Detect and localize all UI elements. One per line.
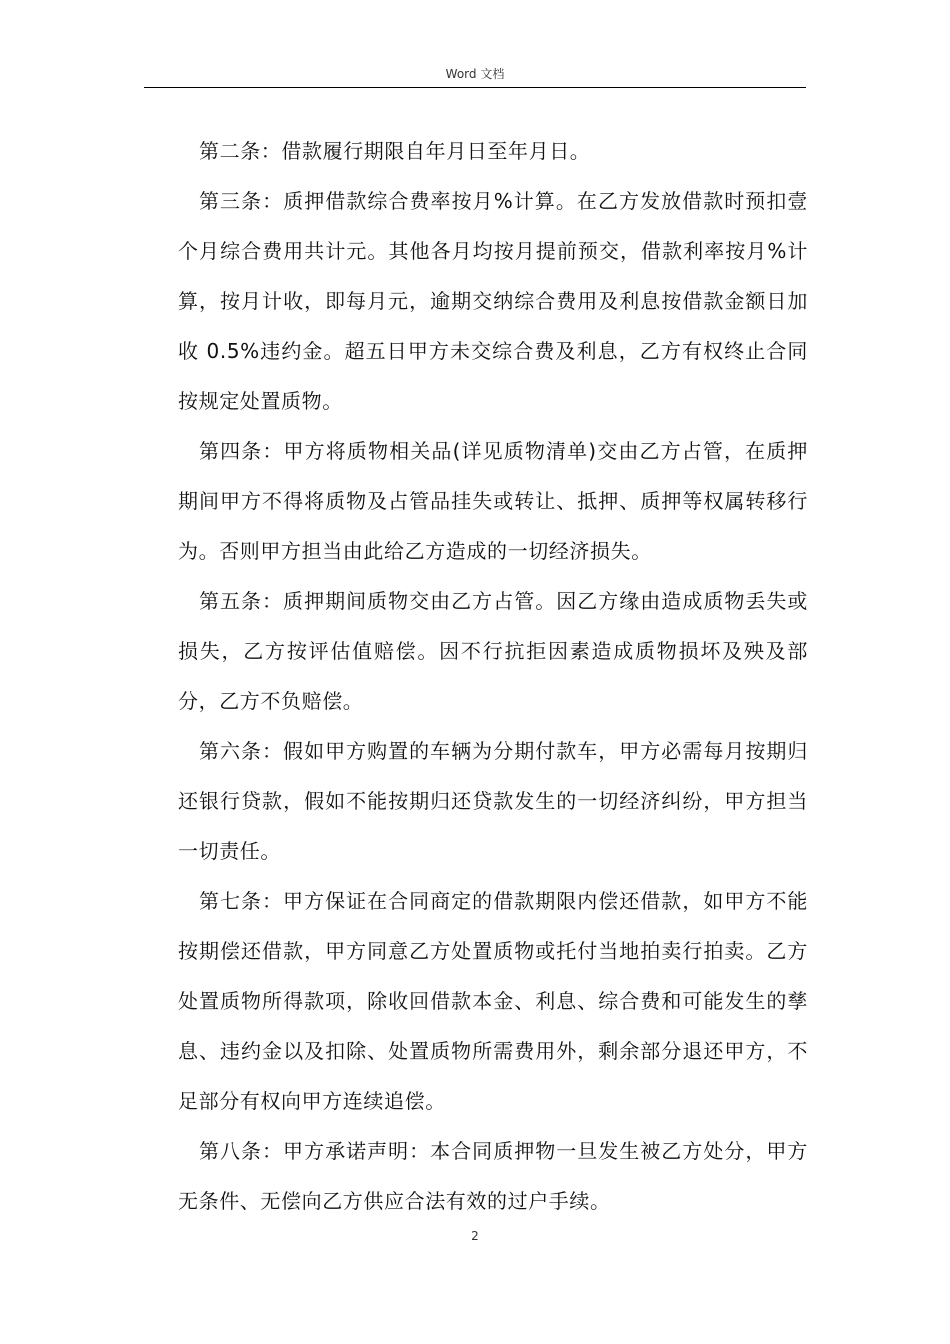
clause-2: 第二条：借款履行期限自年月日至年月日。 [199, 139, 591, 163]
clause-4: 第四条：甲方将质物相关品(详见质物清单)交由乙方占管，在质押期间甲方不得将质物及占管品挂失或转让、抵押、质押等权属转移行为。否则甲方担当由此给乙方造成的一切经济损失。 [178, 439, 808, 563]
document-body [178, 126, 808, 1226]
clause-7: 第七条：甲方保证在合同商定的借款期限内偿还借款，如甲方不能按期偿还借款，甲方同意乙方处置质物或托付当地拍卖行拍卖。乙方处置质物所得款项，除收回借款本金、利息、综合费和可能发生的孳息、违约金以及扣除、处置质物所需费用外，剩余部分退还甲方，不足部分有权向甲方连续追偿。 [178, 889, 808, 1113]
clause-6: 第六条：假如甲方购置的车辆为分期付款车，甲方必需每月按期归还银行贷款，假如不能按期归还贷款发生的一切经济纠纷，甲方担当一切责任。 [178, 739, 808, 863]
clause-5: 第五条：质押期间质物交由乙方占管。因乙方缘由造成质物丢失或损失，乙方按评估值赔偿。因不行抗拒因素造成质物损坏及殃及部分，乙方不负赔偿。 [178, 589, 808, 713]
header-title: Word 文档 [445, 67, 505, 81]
clause-8: 第八条：甲方承诺声明：本合同质押物一旦发生被乙方处分，甲方无条件、无偿向乙方供应合法有效的过户手续。 [178, 1139, 808, 1213]
page-number: 2 [471, 1229, 479, 1243]
clause-3: 第三条：质押借款综合费率按月%计算。在乙方发放借款时预扣壹个月综合费用共计元。其他各月均按月提前预交，借款利率按月%计算，按月计收，即每月元，逾期交纳综合费用及利息按借款金额日加收 0.5%违约金。超五日甲方未交综合费及利息，乙方有权终止合同按规定处置质物。 [178, 189, 808, 413]
header-divider [144, 87, 806, 88]
